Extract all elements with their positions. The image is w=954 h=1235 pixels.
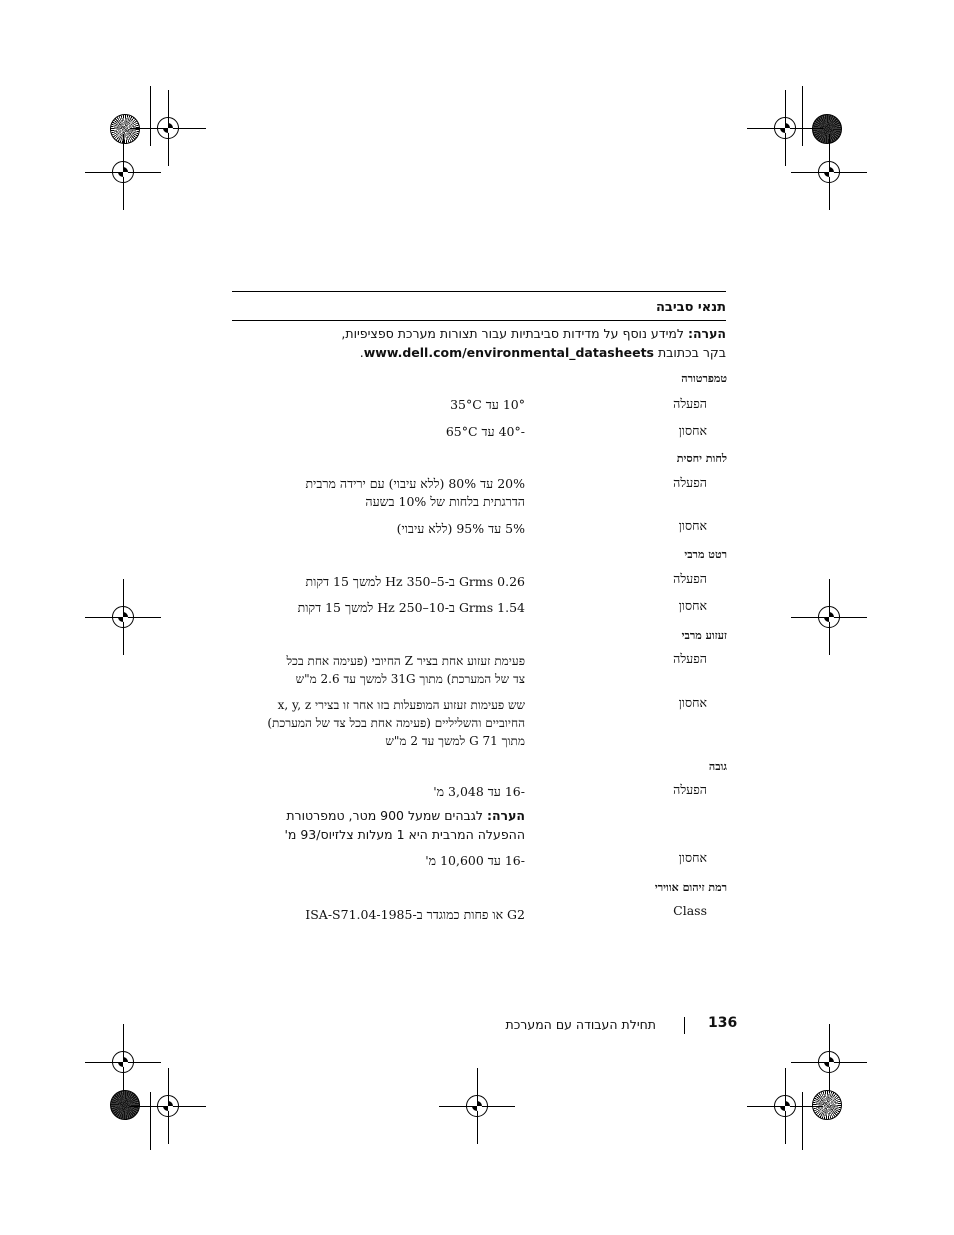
note-line-1 xyxy=(246,324,726,343)
humidity-operating-line-1: 20% עד 80% (ללא עיבוי) עם ירידה מרבית xyxy=(305,476,525,491)
humidity-storage-label: אחסון xyxy=(678,518,707,533)
vibration-storage-value: 1.54 Grms ב-10–250 Hz למשך 15 דקות xyxy=(297,600,525,615)
temperature-storage-value: -40° עד 65°C xyxy=(445,424,525,439)
altitude-note-label: הערה: xyxy=(486,808,525,823)
vibration-operating-label: הפעלה xyxy=(673,571,707,586)
temperature-storage-label: אחסון xyxy=(678,423,707,438)
vibration-operating-value: 0.26 Grms ב-5–350 Hz למשך 15 דקות xyxy=(305,574,525,589)
shock-storage-line-2: החיוביים והשליליים (פעימה אחת בכל צד של המערכת) xyxy=(267,716,525,730)
note-suffix: . xyxy=(359,345,364,360)
shock-heading: זעזוע מרבי xyxy=(681,629,727,642)
note-label: הערה: xyxy=(687,326,726,341)
shock-storage-line-3: מתוך 71 G למשך עד 2 מ"ש xyxy=(385,734,525,748)
datasheets-link[interactable]: www.dell.com/environmental_datasheets xyxy=(363,345,654,360)
altitude-note-line-2: ההפעלה המרבית היא 1 מעלות צלזיוס/93 מ' xyxy=(284,827,525,842)
humidity-storage-value: 5% עד 95% (ללא עיבוי) xyxy=(396,521,525,536)
shock-storage-line-1: שש פעימות זעזוע המופעלות בזו אחר זו בצירי x, y, z xyxy=(277,698,525,712)
registration-starburst-icon xyxy=(812,114,842,144)
altitude-heading: גובה xyxy=(708,760,727,773)
altitude-note-line-1 xyxy=(265,806,525,825)
humidity-operating-label: הפעלה xyxy=(673,475,707,490)
temperature-operating-value: 10° עד 35°C xyxy=(450,397,525,412)
footer-separator xyxy=(684,1017,685,1034)
section-heading: תנאי סביבה xyxy=(655,300,726,315)
vibration-heading: רטט מרבי xyxy=(684,548,727,561)
humidity-heading: לחות יחסית xyxy=(676,452,727,465)
shock-operating-line-1: פעימת זעזוע אחת בציר Z החיובי (פעימה אחת בכל xyxy=(286,654,525,668)
shock-operating-value xyxy=(265,652,525,688)
shock-operating-line-2: צד של המערכת) מתוך 31G למשך עד 2.6 מ"ש xyxy=(295,672,525,686)
note-line-2 xyxy=(246,343,726,362)
crop-mark xyxy=(802,1092,803,1150)
crop-mark xyxy=(150,86,151,146)
header-rule-bottom xyxy=(232,320,726,321)
altitude-note xyxy=(265,806,525,844)
altitude-storage-value: -16 עד 10,600 מ' xyxy=(425,853,525,868)
page-number: 136 xyxy=(708,1015,738,1031)
temperature-heading: טמפרטורה xyxy=(681,372,727,385)
footer-chapter-title: תחילת העבודה עם המערכת xyxy=(505,1017,656,1032)
shock-storage-label: אחסון xyxy=(678,695,707,710)
altitude-note-text: לגבהים שמעל 900 מטר, טמפרטורת xyxy=(286,808,483,823)
humidity-operating-value xyxy=(265,475,525,511)
note-prefix: בקר בכתובת xyxy=(657,345,726,360)
contaminant-class-label: Class xyxy=(673,903,707,918)
contaminant-class-value: G2 או פחות כמוגדר ב-ISA-S71.04-1985 xyxy=(305,907,525,922)
shock-storage-value xyxy=(265,696,525,750)
registration-starburst-icon xyxy=(110,114,140,144)
altitude-operating-label: הפעלה xyxy=(673,782,707,797)
header-rule-top xyxy=(232,291,726,292)
temperature-operating-label: הפעלה xyxy=(673,396,707,411)
vibration-storage-label: אחסון xyxy=(678,598,707,613)
altitude-storage-label: אחסון xyxy=(678,850,707,865)
crop-mark xyxy=(150,1092,151,1150)
contaminant-heading: רמת זיהום אווירי xyxy=(654,881,727,894)
environmental-note xyxy=(246,324,726,362)
note-text: למידע נוסף על מדידות סביבתיות עבור תצורות מערכת ספציפיות, xyxy=(341,326,684,341)
humidity-operating-line-2: הדרגתית בלחות של 10% בשעה xyxy=(365,494,525,509)
shock-operating-label: הפעלה xyxy=(673,651,707,666)
altitude-operating-value: -16 עד 3,048 מ' xyxy=(433,784,525,799)
crop-mark xyxy=(802,86,803,146)
